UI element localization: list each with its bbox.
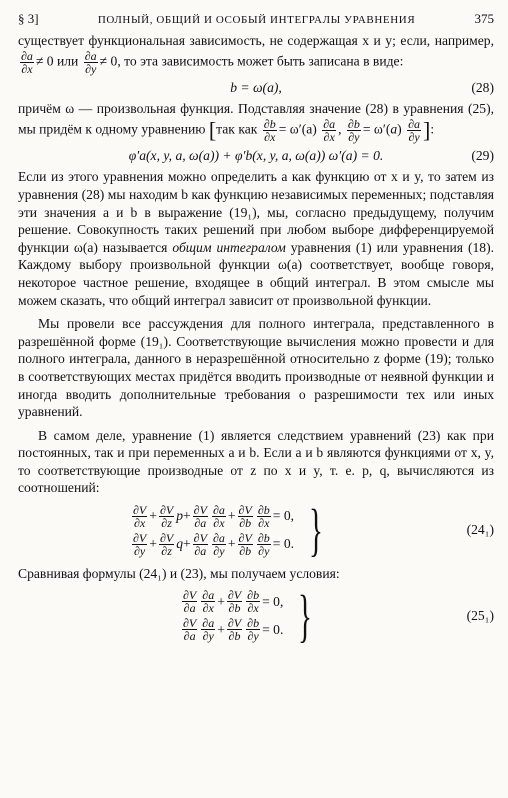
equation-number: (25₁) (466, 607, 494, 623)
equation-24: $\frac{\partial V}{\partial x}$ + $\frac{\partial V}{\partial z}$ p + $\frac{\partial V}{\partial a}$ $\frac{\partial a}{\partial x}$ + $\frac{\partial V}{\partial b}$ $\frac{\partial b}{\partial x}$ = 0, $\frac{\partial V}{\partial y}$ + $\frac{\partial V}{\partial z}$ q + $\frac{\partial V}{\partial a}$ $\frac{\partial a}{\partial y}$ + $\frac{\partial V}{\partial b}$ $\frac{\partial b}{\partial y}$ = 0. } (24₁) (133, 497, 494, 563)
right-brace: } (298, 582, 313, 648)
equation-28: b = ω(a), (28) (230, 79, 494, 95)
equation-29: φ′a(x, y, a, ω(a)) + φ′b(x, y, a, ω(a)) ω′(a) = 0. (29) (128, 147, 494, 163)
equation-number: (29) (471, 147, 494, 163)
paragraph-3: Если из этого уравнения можно определить a как функцию от x и y, то затем из уравнения (28) мы находим b как функцию независимых переменных; подставляя эти значения a и b в выражение (19₁), мы, согласно предыдущему, получим решение. Совокупность таких решений при любом выборе дифференцируемой функции ω(a) называется общим интегралом уравнения (1) или уравнения (18). Каждому выбору произвольной функции ω(a) соответствует, вообще говоря, некоторое частное решение, входящее в общий интеграл. В этом смысле мы можем сказать, что общий интеграл зависит от произвольной функции. (18, 169, 495, 308)
emphasis: общим интегралом (172, 239, 286, 255)
page-number: 375 (474, 11, 494, 26)
equation-25: $\frac{\partial V}{\partial a}$ $\frac{\partial a}{\partial x}$ + $\frac{\partial V}{\partial b}$ $\frac{\partial b}{\partial x}$ = 0, $\frac{\partial V}{\partial a}$ $\frac{\partial a}{\partial y}$ + $\frac{\partial V}{\partial b}$ $\frac{\partial b}{\partial y}$ = 0. } (25₁) (183, 582, 494, 648)
paragraph-5: В самом деле, уравнение (1) является следствием уравнений (23) как при постоянных, так и при переменных a и b. Если a и b являются функциями от x, y, то соответствующие производные от z по x и y, т. е. p, q, вычисляются из соотношений: (18, 427, 494, 496)
equation-number: (28) (471, 79, 494, 95)
right-brace: } (308, 497, 323, 563)
paragraph-4: Мы провели все рассуждения для полного интеграла, представленного в разрешённой форме (19₁). Соответствующие вычисления можно провести и для полного интеграла, данного в неразрешённой относительно z форме (19); только в соответствующих местах придётся вводить производные от неявной функции и иногда вводить дополнительные требования о разрешимости тех или иных уравнений. (18, 316, 494, 420)
paragraph-2: причём ω — произвольная функция. Подставляя значение (28) в уравнения (25), мы придём к одному уравнению [так как $\frac{\partial b}{\partial x}$ = ω′(a) $\frac{\partial a}{\partial x}$ , $\frac{\partial b}{\partial y}$ = ω′(a) $\frac{\partial a}{\partial y}$ ]: (18, 101, 494, 144)
paragraph-6: Сравнивая формулы (24₁) и (23), мы получаем условия: (18, 566, 340, 582)
paragraph-1: существует функциональная зависимость, не содержащая x и y; если, например, $\frac{\partial a}{\partial x}$ ≠ 0 или $\frac{\partial a}{\partial y}$ ≠ 0, то эта зависимость может быть записана в виде: (18, 33, 494, 76)
section-number: § 3] (18, 11, 39, 26)
running-header (18, 10, 494, 32)
page (18, 10, 494, 649)
equation-number: (24₁) (466, 522, 494, 538)
running-title: ПОЛНЫЙ, ОБЩИЙ И ОСОБЫЙ ИНТЕГРАЛЫ УРАВНЕНИЯ (97, 14, 416, 26)
